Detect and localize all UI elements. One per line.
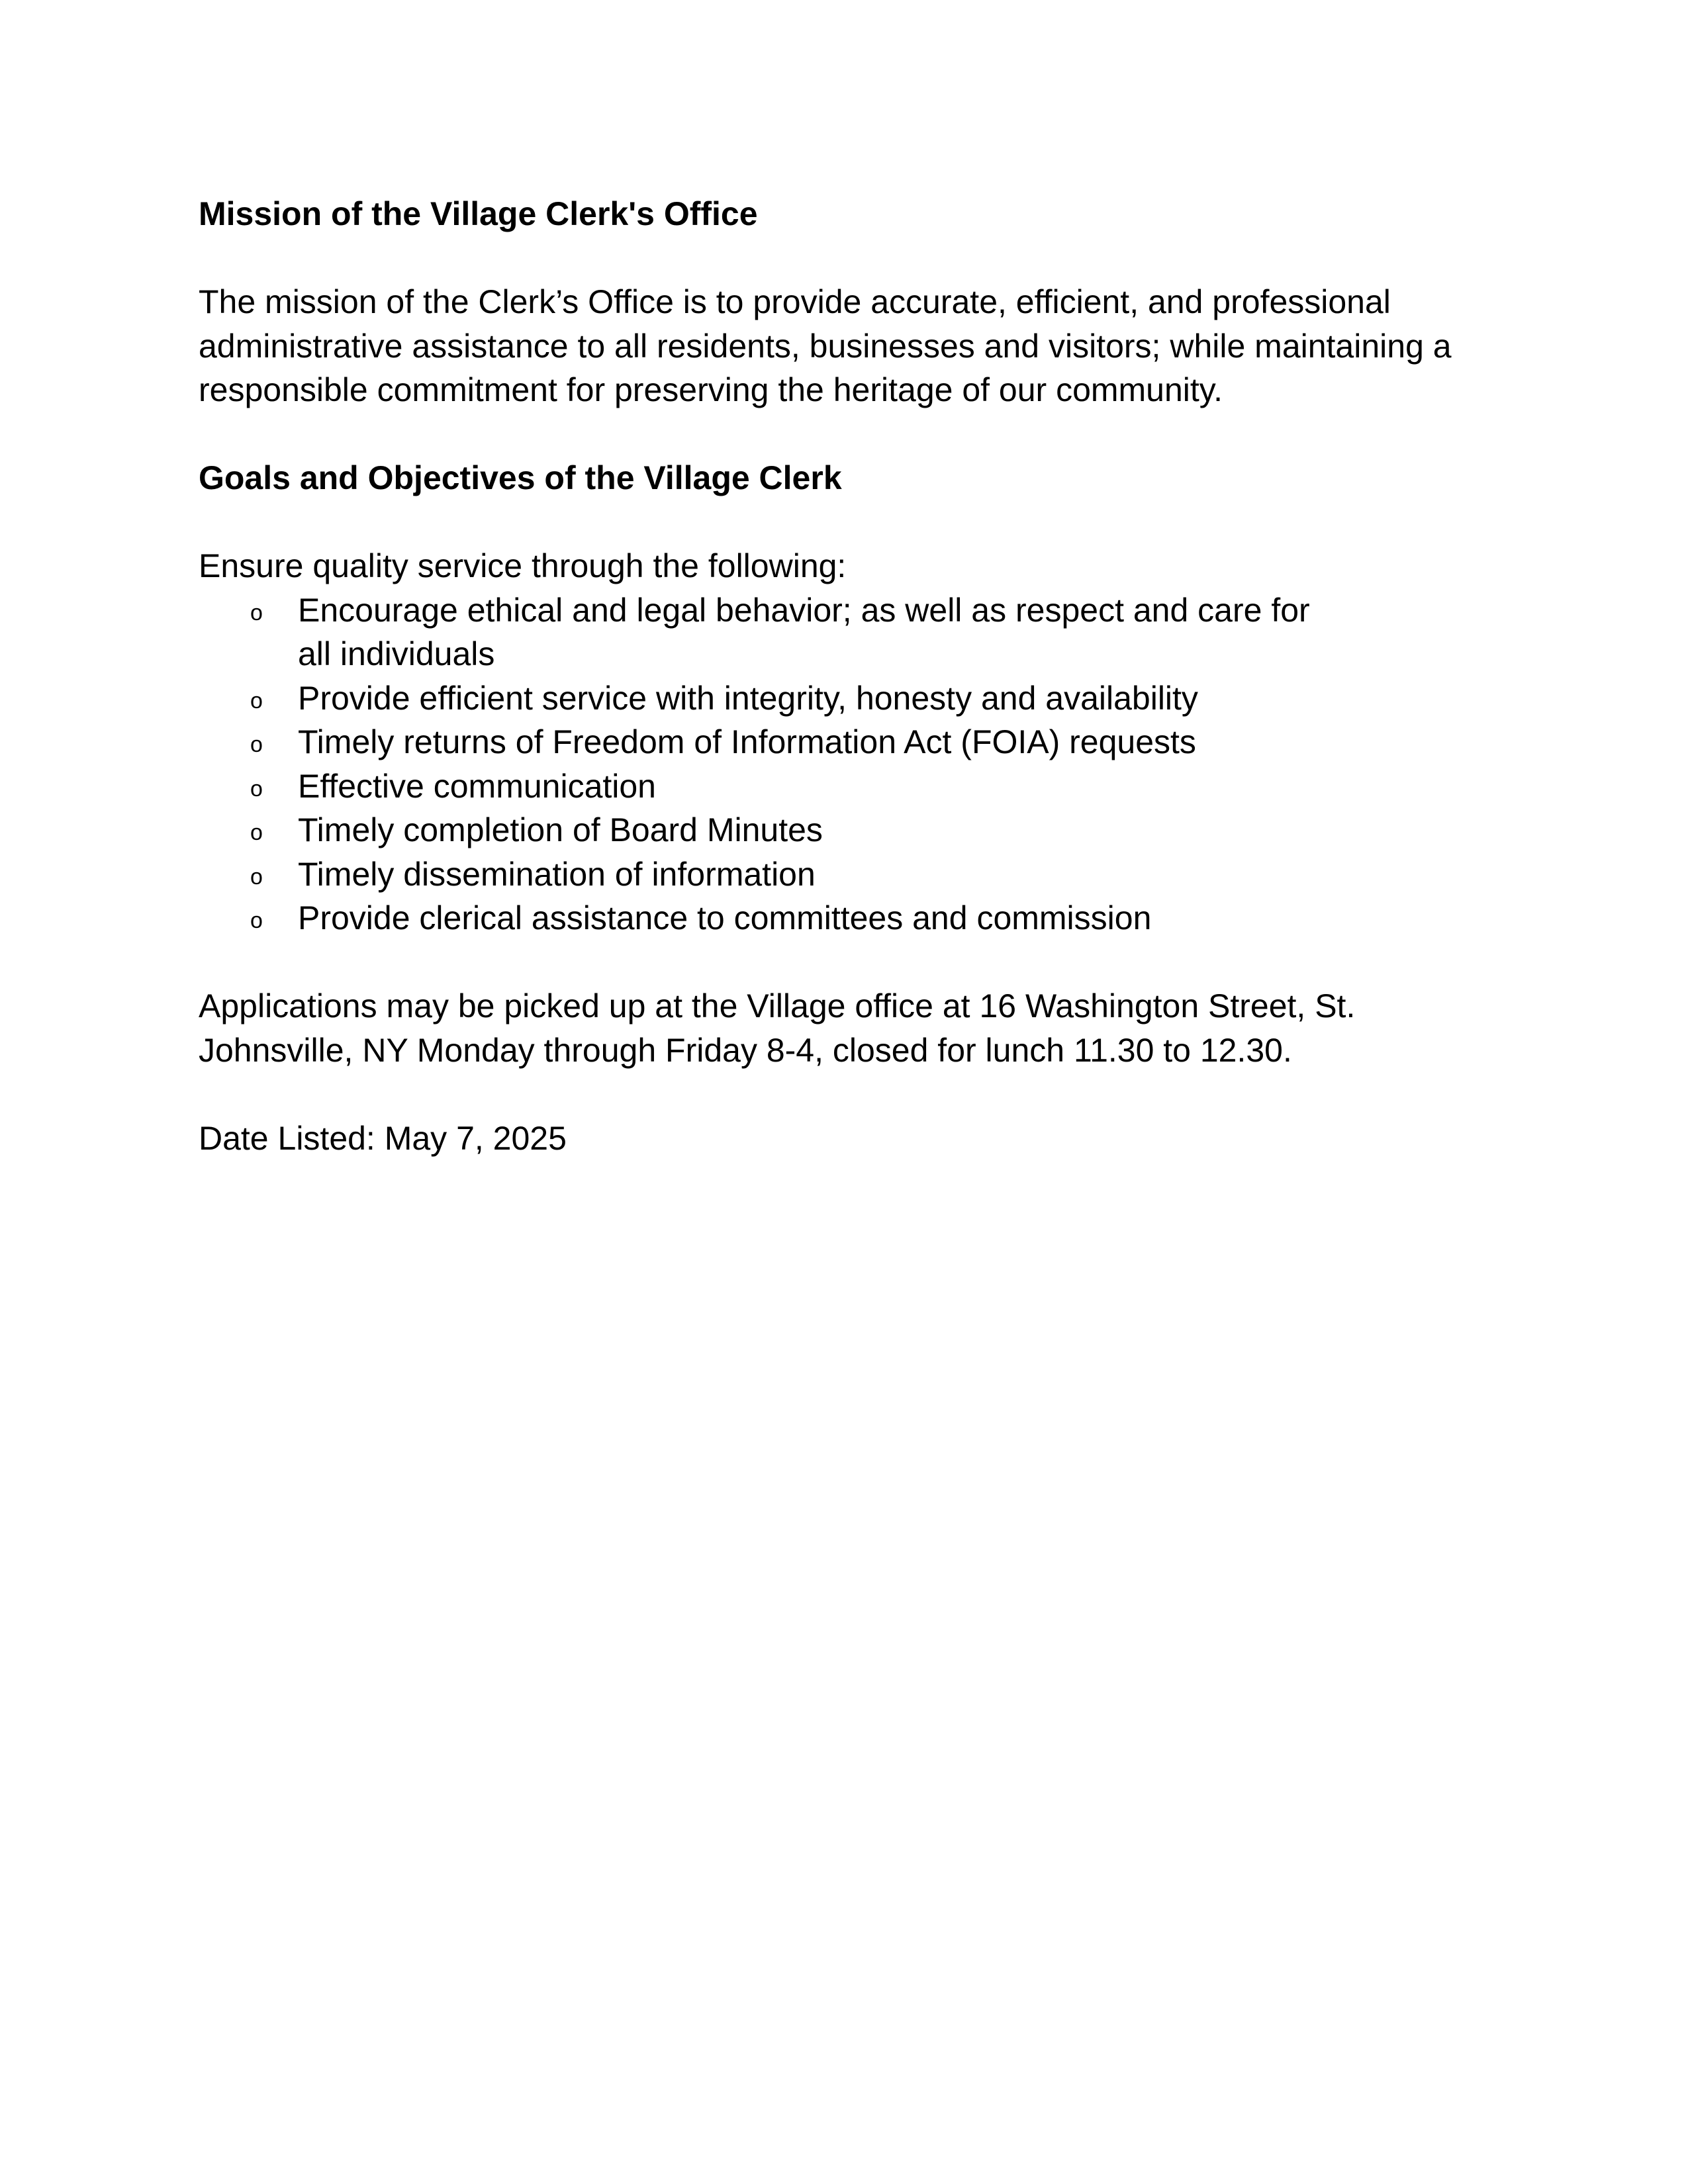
mission-paragraph: The mission of the Clerk’s Office is to provide accurate, efficient, and professional administrative assistance to all residents, businesses and visitors; while maintaining a responsible commitment for preserving the heritage of our community. (199, 283, 1452, 408)
document-page (199, 192, 1489, 1160)
list-item-text: Effective communication (298, 767, 656, 805)
applications-paragraph: Applications may be picked up at the Village office at 16 Washington Street, St. Johnsville, NY Monday through Friday 8-4, closed for lunch 11.30 to 12.30. (199, 987, 1356, 1069)
list-item-text: Timely dissemination of information (298, 855, 816, 893)
bullet-icon: o (250, 820, 263, 845)
list-item-text: Timely returns of Freedom of Information Act (FOIA) requests (298, 723, 1196, 760)
spacer (199, 236, 1489, 281)
bullet-icon: o (250, 776, 263, 801)
list-item-text: Timely completion of Board Minutes (298, 811, 823, 848)
spacer (199, 940, 1489, 985)
list-item (199, 588, 1489, 676)
list-item-text: Encourage ethical and legal behavior; as well as respect and care for all individuals (298, 591, 1310, 672)
bullet-icon: o (250, 688, 263, 713)
list-item-text: Provide clerical assistance to committees and commission (298, 899, 1152, 936)
list-item (199, 676, 1489, 721)
goals-intro: Ensure quality service through the following: (199, 547, 847, 584)
goals-heading: Goals and Objectives of the Village Clerk (199, 459, 842, 496)
date-listed: Date Listed: May 7, 2025 (199, 1119, 567, 1157)
mission-heading: Mission of the Village Clerk's Office (199, 195, 758, 232)
list-item (199, 720, 1489, 764)
list-item-text: Provide efficient service with integrity, honesty and availability (298, 679, 1198, 717)
list-item (199, 808, 1489, 852)
goals-list (199, 588, 1489, 940)
list-item (199, 764, 1489, 809)
spacer (199, 500, 1489, 545)
spacer (199, 412, 1489, 457)
bullet-icon: o (250, 864, 263, 889)
list-item (199, 896, 1489, 940)
spacer (199, 1072, 1489, 1116)
list-item (199, 852, 1489, 897)
bullet-icon: o (250, 908, 263, 933)
bullet-icon: o (250, 732, 263, 757)
bullet-icon: o (250, 600, 263, 625)
